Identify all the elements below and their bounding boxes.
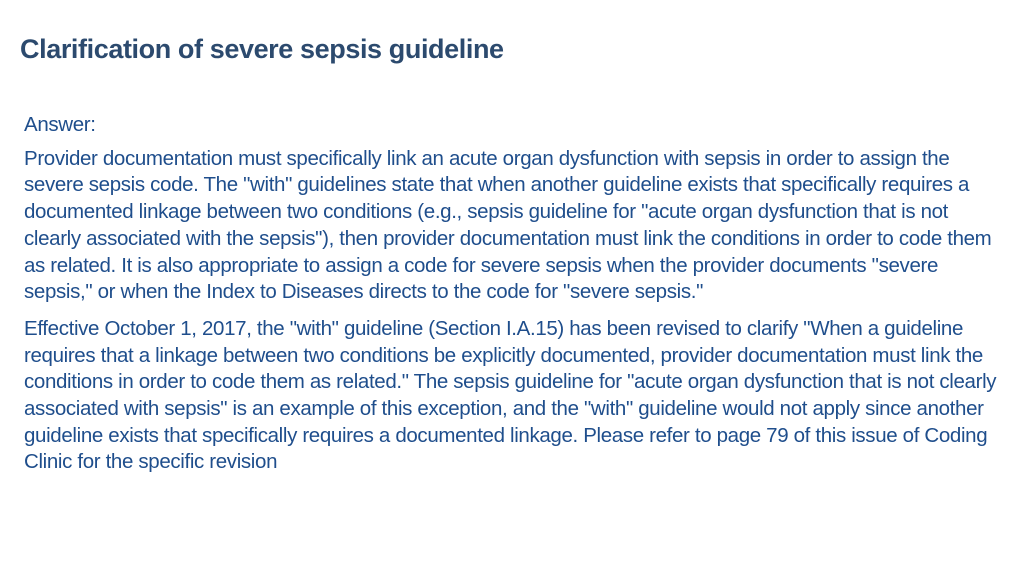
answer-paragraph-2: Effective October 1, 2017, the "with" guideline (Section I.A.15) has been revised to clarify "When a guideline requires that a linkage between two conditions be explicitly documented, provider documentation must link the conditions in order to code them as related." The sepsis guideline for "acute organ dysfunction that is not clearly associated with sepsis" is an example of this exception, and the "with" guideline would not apply since another guideline exists that specifically requires a documented linkage. Please refer to page 79 of this issue of Coding Clinic for the specific revision xyxy=(24,316,997,474)
answer-paragraph-1: Provider documentation must specifically link an acute organ dysfunction with sepsis in order to assign the severe sepsis code. The "with" guidelines state that when another guideline exists that specifically requires a documented linkage between two conditions (e.g., sepsis guideline for "acute organ dysfunction that is not clearly associated with the sepsis"), then provider documentation must link the conditions in order to code them as related. It is also appropriate to assign a code for severe sepsis when the provider documents "severe sepsis," or when the Index to Diseases directs to the code for "severe sepsis." xyxy=(24,146,992,304)
answer-label: Answer: xyxy=(24,113,96,136)
page-title: Clarification of severe sepsis guideline xyxy=(20,34,504,64)
answer-content xyxy=(24,112,1009,486)
